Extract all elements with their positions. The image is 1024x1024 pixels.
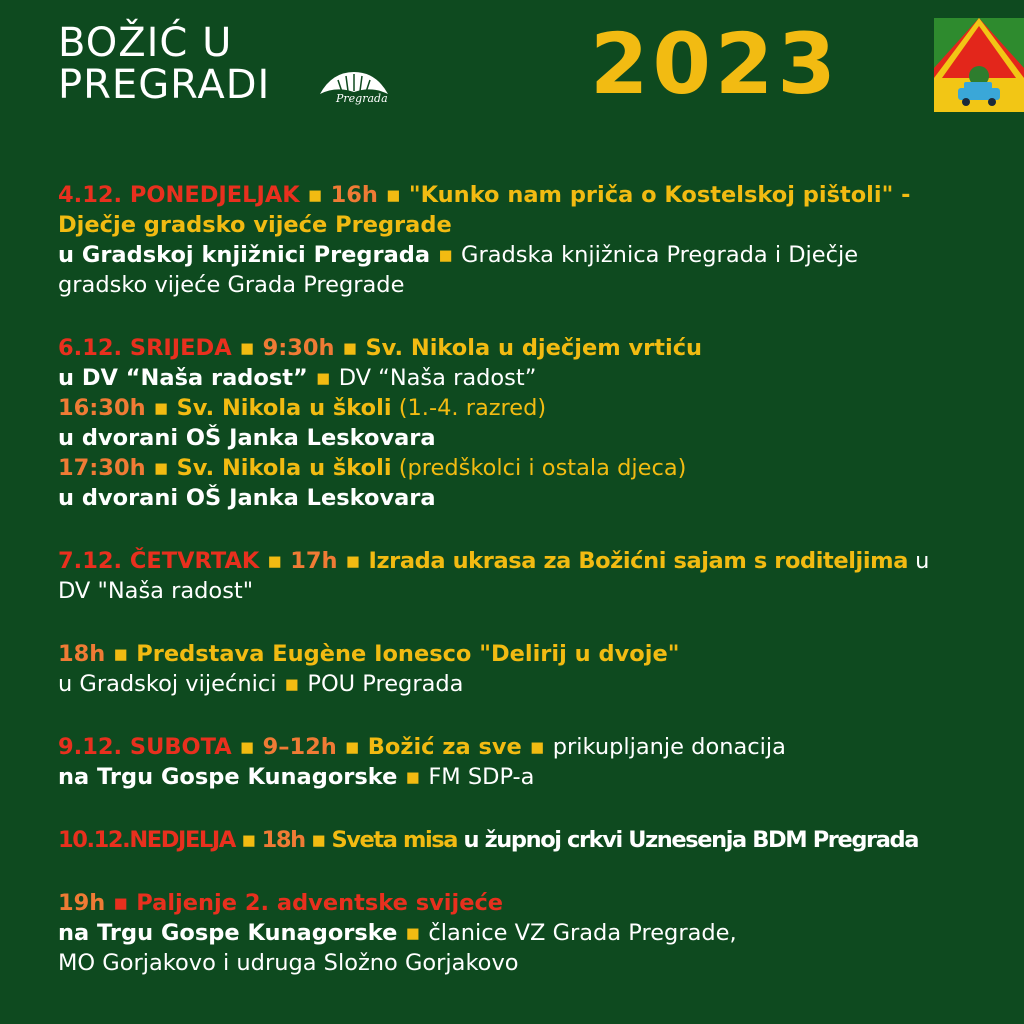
event-time: 9:30h (262, 335, 335, 361)
event-title-cont: Dječje gradsko vijeće Pregrade (58, 212, 452, 238)
event-location: u Gradskoj knjižnici Pregrada (58, 242, 431, 268)
event-location: na Trgu Gospe Kunagorske (58, 764, 398, 790)
event-line (58, 888, 988, 918)
year-heading: 2023 (590, 15, 840, 113)
event-title: Sveta misa (331, 827, 458, 853)
event-line (58, 483, 988, 513)
event-block-10-12-evening (58, 888, 988, 978)
event-title: Sv. Nikola u školi (176, 455, 392, 481)
event-time: 16h (330, 182, 378, 208)
separator: ▪ (334, 335, 366, 361)
event-organizer-cont: MO Gorjakovo i udruga Složno Gorjakovo (58, 950, 519, 976)
event-line (58, 423, 988, 453)
separator: ▪ (336, 734, 368, 760)
event-block-6-12 (58, 333, 988, 513)
event-line (58, 363, 988, 393)
event-line (58, 762, 988, 792)
event-location: u dvorani OŠ Janka Leskovara (58, 485, 436, 511)
separator: ▪ (234, 827, 262, 853)
event-line (58, 948, 988, 978)
event-time: 18h (261, 827, 305, 853)
event-line (58, 270, 988, 300)
event-title: Sv. Nikola u školi (176, 395, 392, 421)
event-line (58, 825, 988, 855)
event-line (58, 453, 988, 483)
event-line (58, 210, 988, 240)
event-date: 9.12. SUBOTA (58, 734, 232, 760)
separator: ▪ (145, 455, 177, 481)
separator: ▪ (377, 182, 409, 208)
event-title (58, 22, 270, 106)
event-description: prikupljanje donacija (552, 734, 786, 760)
event-time: 19h (58, 890, 106, 916)
event-line (58, 333, 988, 363)
event-title: "Kunko nam priča o Kostelskoj pištoli" - (408, 182, 911, 208)
separator: ▪ (145, 395, 177, 421)
separator: ▪ (259, 548, 291, 574)
event-location: u (908, 548, 930, 574)
event-organizer: POU Pregrada (307, 671, 464, 697)
event-organizer: FM SDP-a (428, 764, 535, 790)
separator: ▪ (521, 734, 553, 760)
event-line (58, 180, 988, 210)
event-line (58, 576, 988, 606)
event-block-10-12 (58, 825, 988, 855)
event-line (58, 669, 988, 699)
separator: ▪ (105, 890, 137, 916)
separator: ▪ (276, 671, 308, 697)
event-time: 18h (58, 641, 106, 667)
event-time: 17:30h (58, 455, 146, 481)
event-location: u dvorani OŠ Janka Leskovara (58, 425, 436, 451)
title-line-1: BOŽIĆ U (58, 20, 233, 66)
separator: ▪ (430, 242, 462, 268)
event-line (58, 918, 988, 948)
separator: ▪ (397, 920, 429, 946)
separator: ▪ (105, 641, 137, 667)
separator: ▪ (397, 764, 429, 790)
separator: ▪ (231, 734, 263, 760)
event-date: 6.12. SRIJEDA (58, 335, 232, 361)
event-block-7-12 (58, 546, 988, 606)
event-location: u DV “Naša radost” (58, 365, 308, 391)
logo-text: Pregrada (336, 92, 388, 105)
pregrada-coat-of-arms-icon (934, 18, 1024, 112)
event-location-cont: DV "Naša radost" (58, 578, 254, 604)
event-title: Paljenje 2. adventske svijeće (136, 890, 504, 916)
event-time: 17h (290, 548, 338, 574)
event-organizer-cont: gradsko vijeće Grada Pregrade (58, 272, 405, 298)
event-date: 4.12. PONEDJELJAK (58, 182, 300, 208)
event-organizer: Gradska knjižnica Pregrada i Dječje (461, 242, 859, 268)
event-time: 9–12h (262, 734, 337, 760)
event-time: 16:30h (58, 395, 146, 421)
event-note: (predškolci i ostala djeca) (391, 455, 687, 481)
event-block-7-12-evening (58, 639, 988, 699)
event-note: (1.-4. razred) (391, 395, 547, 421)
separator: ▪ (337, 548, 369, 574)
title-line-2: PREGRADI (58, 62, 271, 108)
event-organizer: DV “Naša radost” (338, 365, 537, 391)
event-block-4-12 (58, 180, 988, 300)
event-location: na Trgu Gospe Kunagorske (58, 920, 398, 946)
event-organizer: članice VZ Grada Pregrade, (428, 920, 737, 946)
event-line (58, 639, 988, 669)
event-line (58, 240, 988, 270)
event-date: 10.12.NEDJELJA (58, 827, 235, 853)
event-block-9-12 (58, 732, 988, 792)
separator: ▪ (299, 182, 331, 208)
event-line (58, 546, 988, 576)
event-location: u Gradskoj vijećnici (58, 671, 277, 697)
event-title: Predstava Eugène Ionesco "Delirij u dvoje" (136, 641, 680, 667)
separator: ▪ (307, 365, 339, 391)
event-program (58, 180, 988, 1011)
separator: ▪ (304, 827, 332, 853)
event-date: 7.12. ČETVRTAK (58, 548, 260, 574)
separator: ▪ (231, 335, 263, 361)
event-line (58, 732, 988, 762)
event-location: u župnoj crkvi Uznesenja BDM Pregrada (457, 827, 919, 853)
event-title: Božić za sve (367, 734, 522, 760)
event-line (58, 393, 988, 423)
event-title: Sv. Nikola u dječjem vrtiću (365, 335, 703, 361)
event-title: Izrada ukrasa za Božićni sajam s roditeljima (368, 548, 908, 574)
